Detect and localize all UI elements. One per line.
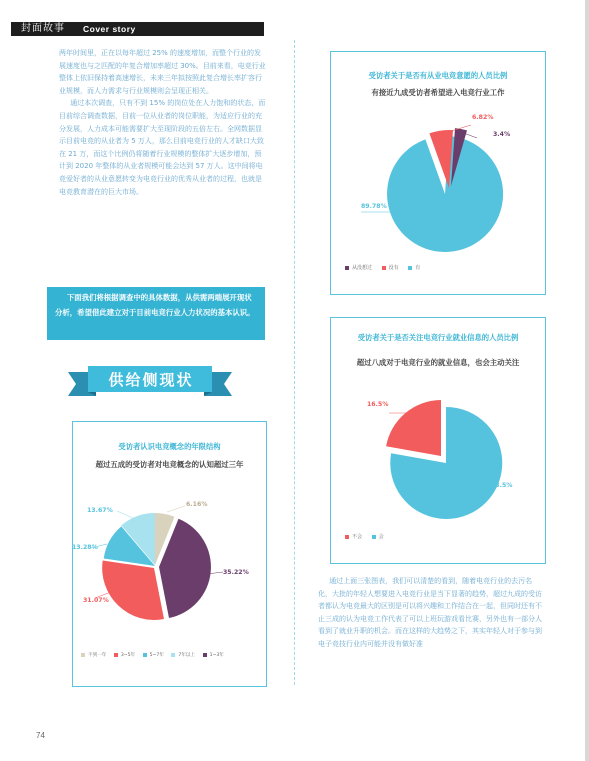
page-number: 74 xyxy=(36,731,45,740)
legend-label: 有 xyxy=(415,265,421,271)
legend-item xyxy=(408,264,420,271)
pct-label-16.5: 16.5% xyxy=(367,401,389,408)
legend-item xyxy=(143,652,164,658)
column-divider xyxy=(294,40,295,685)
section-header xyxy=(11,22,264,36)
chart-title: 受访者关于是否有从业电竞意愿的人员比例 xyxy=(368,71,508,80)
legend-item xyxy=(81,652,106,658)
chart-legend xyxy=(81,652,224,658)
legend-swatch xyxy=(382,266,386,270)
legend-swatch xyxy=(143,653,147,657)
legend-swatch xyxy=(345,266,349,270)
legend-swatch xyxy=(203,653,207,657)
legend-swatch xyxy=(408,266,412,270)
legend-label: 不会 xyxy=(352,534,363,540)
leader-line-6.16 xyxy=(167,506,185,512)
callout-box xyxy=(47,287,265,340)
pct-label-6.16: 6.16% xyxy=(186,501,208,508)
legend-swatch xyxy=(81,653,85,657)
pct-label-3.4: 3.4% xyxy=(493,131,511,138)
pie-slice-buhui xyxy=(386,400,441,456)
pct-label-13.28: 13.28% xyxy=(72,544,98,551)
legend-item xyxy=(345,533,362,540)
pie-chart-career-intent xyxy=(331,52,545,294)
legend-label: 5~7年 xyxy=(149,653,164,658)
section-title-cn: 封面故事 xyxy=(21,23,65,34)
pie-slice-3-5yr xyxy=(102,561,164,620)
chart-subtitle: 超过五成的受访者对电竞概念的认知超过三年 xyxy=(95,460,244,469)
chart-card-career-intent xyxy=(330,51,546,295)
legend-item xyxy=(345,264,372,271)
legend-item xyxy=(114,652,135,658)
pct-label-13.67: 13.67% xyxy=(87,507,113,514)
section-banner-title: 供给侧现状 xyxy=(108,371,194,389)
left-column-text xyxy=(59,47,266,198)
chart-subtitle: 有接近九成受访者希望进入电竞行业工作 xyxy=(371,88,505,97)
legend-item xyxy=(171,652,195,658)
chart-legend xyxy=(345,264,428,271)
pct-label-6.82: 6.82% xyxy=(472,114,494,121)
pct-label-35.22: 35.22% xyxy=(223,569,249,576)
legend-label: 不到一年 xyxy=(88,653,107,658)
legend-item xyxy=(382,264,399,271)
pct-label-31.07: 31.07% xyxy=(83,597,109,604)
right-column-text xyxy=(318,575,543,651)
chart-title: 受访者关于是否关注电竞行业就业信息的人员比例 xyxy=(357,333,519,342)
legend-label: 会 xyxy=(378,534,384,540)
legend-item xyxy=(203,652,224,658)
section-title-en: Cover story xyxy=(83,24,136,34)
page-spine xyxy=(585,0,589,761)
chart-subtitle: 超过八成对于电竞行业的就业信息，也会主动关注 xyxy=(356,358,520,367)
chart-legend xyxy=(345,533,392,540)
legend-label: 3~5年 xyxy=(120,653,136,658)
pct-label-89.78: 89.78% xyxy=(361,203,387,210)
pie-chart-job-info xyxy=(331,318,545,563)
chart-card-awareness-years xyxy=(72,421,267,687)
legend-swatch xyxy=(114,653,118,657)
chart-card-job-info-attention xyxy=(330,317,546,564)
legend-label: 1~3年 xyxy=(209,653,224,658)
pct-label-83.5: 83.5% xyxy=(491,482,513,489)
leader-line-13.67 xyxy=(117,511,133,518)
left-paragraph-1: 两年时间里，正在以每年超过 25% 的速度增加，而整个行业的发展速度也与之匹配的年复合增加率超过 30%。目前来看，电竞行业整体上依旧保持着高速增长，未来三年拟按照此复合增长率扩容行业规模，而人力需求与行业规模则会呈现正相关。 xyxy=(59,49,266,95)
legend-swatch xyxy=(345,535,349,539)
pie-chart-awareness-years xyxy=(73,422,266,686)
legend-item xyxy=(372,533,384,540)
left-paragraph-2: 通过本次调查，只有不到 15% 的岗位处在人力饱和的状态，而目前综合调查数据，目前一位从业者的岗位职能，为适应行业的充分发展，人力成本可能需要扩大至现阶段的五倍左右。全网数据显示目前电竞的从业者为 5 万人，那么目前电竞行业的人才缺口大致在 21 万，而这个比例仍将随着行业规模的整体扩大逐步增加，预计到 2020 年整体的从业者规模可能会达到 57 万人。这中间将电竞爱好者的从业意愿转变为电竞行业的优秀从业者的过程，也就是电竞教育潜在的巨大市场。 xyxy=(59,99,266,196)
legend-label: 从没想过 xyxy=(352,265,373,271)
legend-label: 没有 xyxy=(388,265,399,271)
chart-title: 受访者认识电竞概念的年限结构 xyxy=(118,442,221,451)
callout-text: 下面我们将根据调查中的具体数据，从供需两端展开现状分析，希望借此建立对于目前电竞行业人力状况的基本认识。 xyxy=(55,293,255,317)
legend-label: 7年以上 xyxy=(178,653,196,658)
legend-swatch xyxy=(372,535,376,539)
legend-swatch xyxy=(171,653,175,657)
right-paragraph-1: 通过上面三张图表，我们可以清楚的看到，随着电竞行业的去污名化，大批的年轻人想要进入电竞行业是当下显著的趋势，超过九成的受访者都认为电竞最大的区别是可以将兴趣和工作结合在一起，但同时还有不止三成的认为电竞工作代表了可以上班玩游戏看比赛，另外也有一部分人看到了就业升职的机会。而在这样的大趋势之下，其实年轻人对于参与到电子竞技行业内可能并没有做好准 xyxy=(318,577,542,648)
